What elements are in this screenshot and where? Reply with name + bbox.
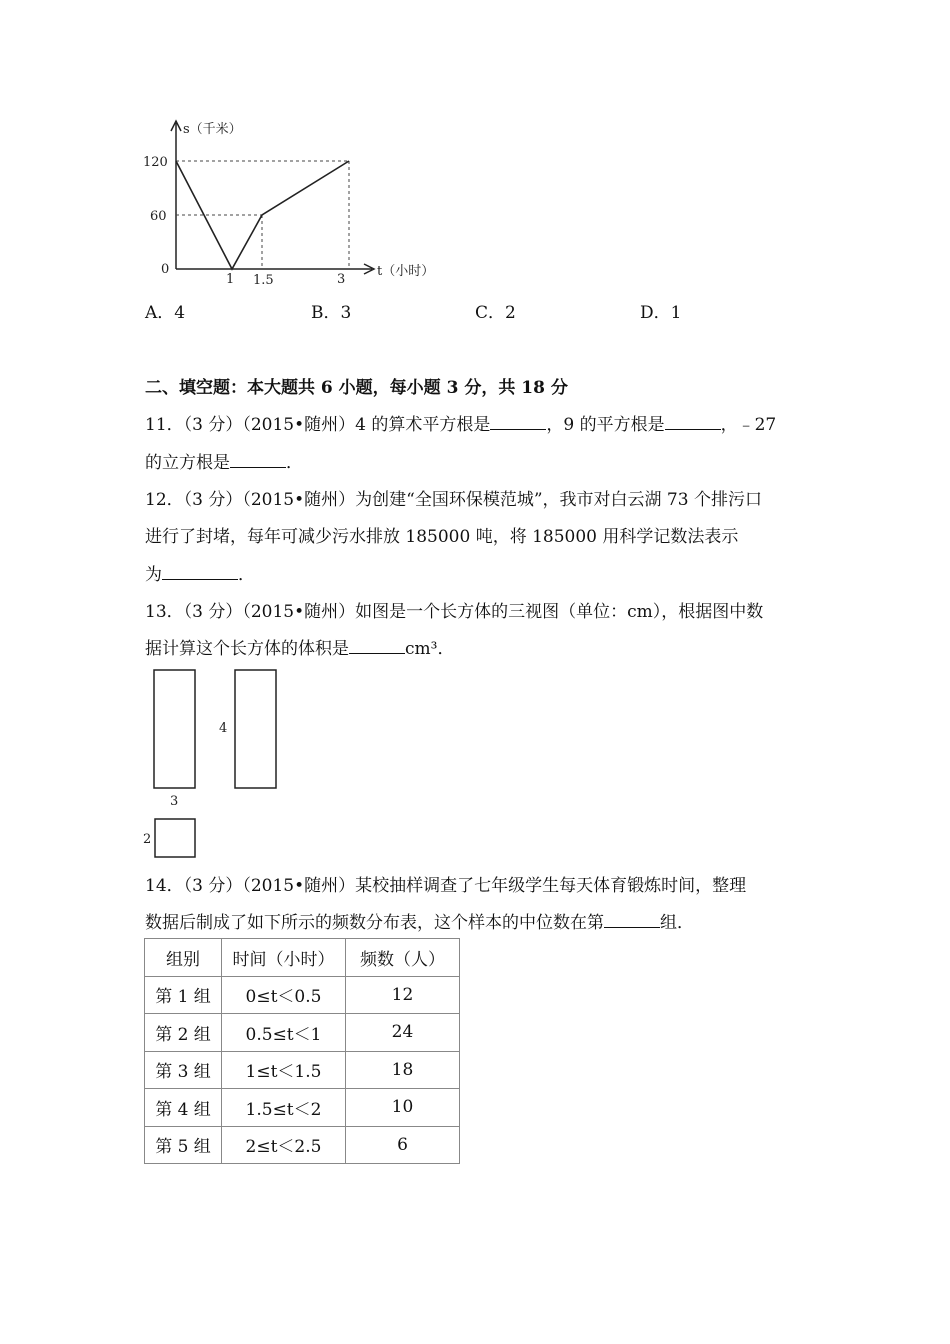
cell-frequency: 10: [346, 1089, 460, 1127]
q13-text-b: cm³．: [405, 639, 455, 659]
q14-blank[interactable]: [604, 909, 660, 928]
q12-blank[interactable]: [162, 561, 238, 580]
x-tick-3: 3: [337, 272, 346, 287]
x-tick-1: 1: [226, 272, 235, 287]
q11-blank-3[interactable]: [230, 449, 286, 468]
header-time: 时间（小时）: [222, 939, 346, 977]
q11-text-c: ，﹣27: [720, 415, 777, 435]
section-title: 二、填空题：本大题共 6 小题，每小题 3 分，共 18 分: [145, 378, 568, 398]
x-axis-label: t（小时）: [377, 264, 435, 279]
cell-group: 第 4 组: [145, 1089, 222, 1127]
distance-time-graph: [140, 115, 460, 290]
header-frequency: 频数（人）: [346, 939, 460, 977]
q11-text-d: 的立方根是: [145, 453, 230, 473]
label-width: 3: [170, 794, 179, 809]
cell-group: 第 3 组: [145, 1051, 222, 1089]
q11-line2: [145, 448, 303, 473]
x-tick-1-5: 1.5: [253, 273, 274, 288]
cell-time: 2≤t＜2.5: [222, 1126, 346, 1164]
table-row: [145, 1089, 460, 1127]
q11-text-a: 11．（3 分）（2015•随州）4 的算术平方根是: [145, 415, 491, 435]
table-header-row: [145, 939, 460, 977]
cell-frequency: 18: [346, 1051, 460, 1089]
q13-line2: [145, 634, 454, 659]
top-view: [155, 819, 195, 857]
option-a: A．4: [145, 303, 186, 323]
front-view: [154, 670, 195, 788]
q11-blank-1[interactable]: [490, 411, 546, 430]
q11-blank-2[interactable]: [665, 411, 721, 430]
cell-time: 1≤t＜1.5: [222, 1051, 346, 1089]
q12-line2: 进行了封堵，每年可减少污水排放 185000 吨，将 185000 用科学记数法表示: [145, 527, 739, 547]
table-row: [145, 976, 460, 1014]
q11-text-b: ，9 的平方根是: [546, 415, 665, 435]
cell-frequency: 24: [346, 1014, 460, 1052]
y-tick-60: 60: [150, 209, 167, 224]
option-c: C．2: [475, 303, 516, 323]
q12-text-b: ．: [238, 565, 255, 585]
side-view: [235, 670, 276, 788]
table-row: [145, 1126, 460, 1164]
label-depth: 2: [143, 832, 152, 847]
frequency-table: [144, 938, 460, 1164]
cell-frequency: 6: [346, 1126, 460, 1164]
q14-line2: [145, 908, 694, 933]
y-tick-120: 120: [143, 155, 168, 170]
cell-frequency: 12: [346, 976, 460, 1014]
q14-line1: 14．（3 分）（2015•随州）某校抽样调查了七年级学生每天体育锻炼时间，整理: [145, 876, 747, 896]
table-row: [145, 1014, 460, 1052]
q11-line1: [145, 410, 776, 435]
cell-time: 0.5≤t＜1: [222, 1014, 346, 1052]
q11-text-e: ．: [286, 453, 303, 473]
q12-text-a: 为: [145, 565, 162, 585]
q13-text-a: 据计算这个长方体的体积是: [145, 639, 349, 659]
three-views-diagram: [140, 662, 290, 862]
label-height: 4: [219, 721, 228, 736]
q13-blank[interactable]: [349, 635, 405, 654]
q12-line1: 12．（3 分）（2015•随州）为创建“全国环保模范城”，我市对白云湖 73 个排污口: [145, 490, 762, 510]
q12-line3: [145, 560, 255, 585]
y-tick-0: 0: [161, 262, 170, 277]
q13-line1: 13．（3 分）（2015•随州）如图是一个长方体的三视图（单位：cm），根据图中数: [145, 602, 764, 622]
cell-group: 第 1 组: [145, 976, 222, 1014]
cell-time: 0≤t＜0.5: [222, 976, 346, 1014]
table-row: [145, 1051, 460, 1089]
q14-text-b: 组．: [660, 913, 694, 933]
q14-text-a: 数据后制成了如下所示的频数分布表，这个样本的中位数在第: [145, 913, 604, 933]
y-axis-label: s（千米）: [183, 122, 242, 137]
header-group: 组别: [145, 939, 222, 977]
option-d: D．1: [640, 303, 682, 323]
cell-group: 第 5 组: [145, 1126, 222, 1164]
cell-time: 1.5≤t＜2: [222, 1089, 346, 1127]
cell-group: 第 2 组: [145, 1014, 222, 1052]
option-b: B．3: [311, 303, 352, 323]
